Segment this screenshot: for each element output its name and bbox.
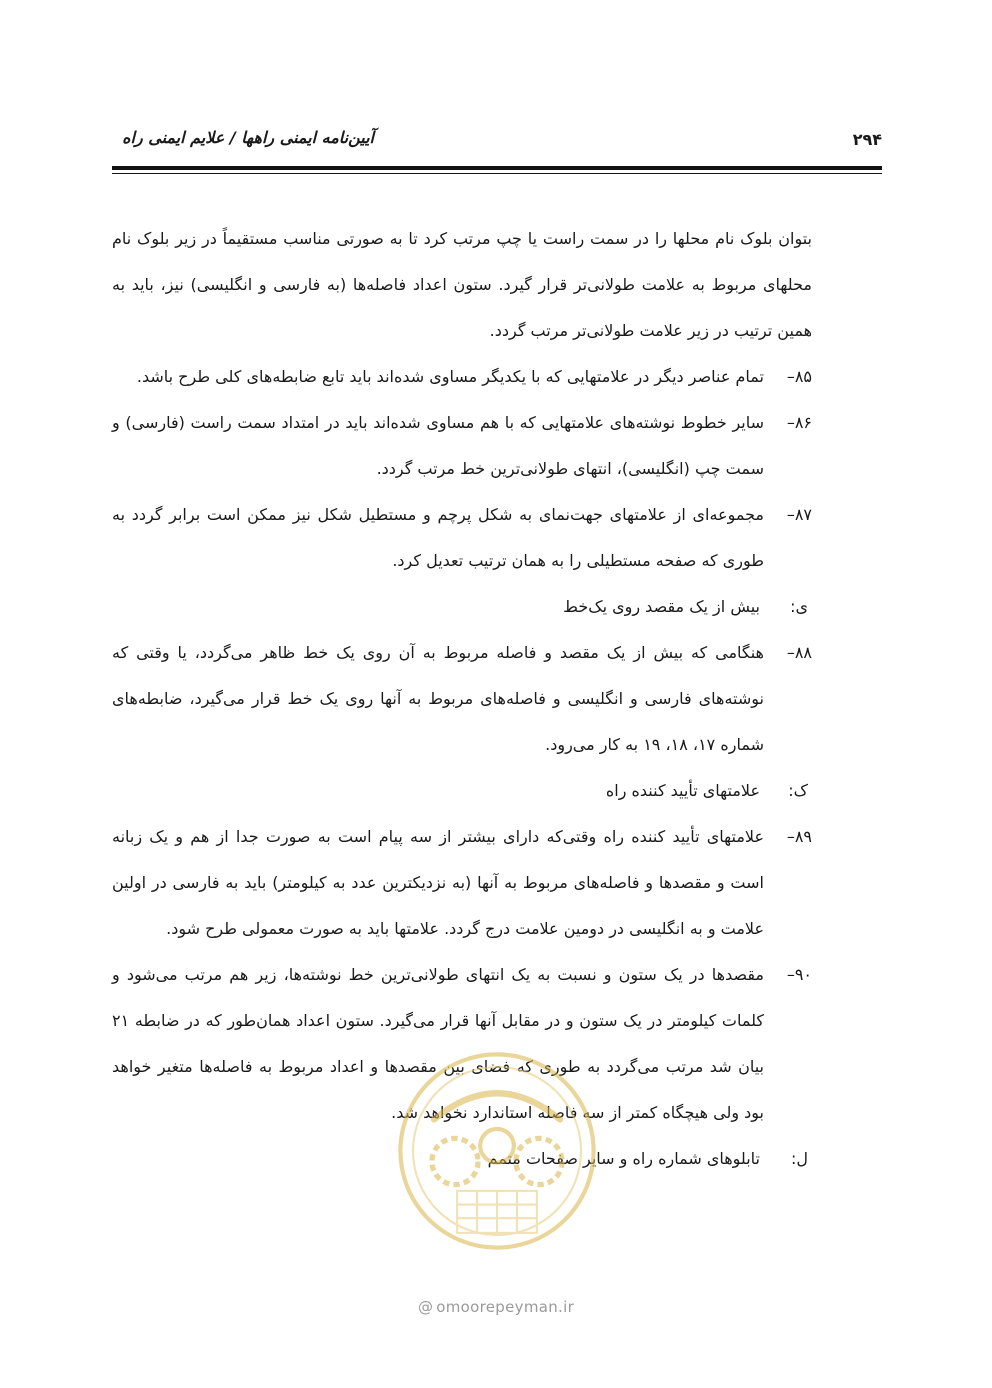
- page-header: [112, 128, 882, 154]
- clause-88: [112, 630, 812, 768]
- clause-89: [112, 814, 812, 952]
- clause-text: تمام عناصر دیگر در علامتهایی که با یکدیگر مساوی شده‌اند باید تابع ضابطه‌های کلی طرح باشد.: [136, 367, 764, 386]
- section-letter: ی:: [790, 597, 808, 616]
- header-rule-thin: [112, 173, 882, 174]
- section-letter: ک:: [788, 781, 808, 800]
- clause-text: علامتهای تأیید کننده راه وقتی‌که دارای بیشتر از سه پیام است به صورت جدا از هم و یک زبانه است و مقصدها و فاصله‌های مربوط به آنها (به نزدیکترین عدد به کیلومتر) باید به فارسی در اولین علامت و به انگلیسی در دومین علامت درج گردد. علامتها باید به صورت معمولی طرح شود.: [112, 827, 764, 938]
- clause-number: ۸۷–: [786, 505, 812, 524]
- clause-90: [112, 952, 812, 1136]
- clause-text: سایر خطوط نوشته‌های علامتهایی که با هم مساوی شده‌اند باید در امتداد سمت راست (فارسی) و سمت چپ (انگلیسی)، انتهای طولانی‌ترین خط مرتب گردد.: [112, 413, 764, 478]
- clause-86: [112, 400, 812, 492]
- clause-text: مقصدها در یک ستون و نسبت به یک انتهای طولانی‌ترین خط نوشته‌ها، زیر هم مرتب می‌شود و کلمات کیلومتر در یک ستون و در مقابل آنها قرار می‌گیرد. ستون اعداد همان‌طور که در ضابطه ۲۱ بیان شد مرتب می‌گردد به طوری که فضای بین مقصدها و اعداد مربوط به فاصله‌ها متغیر خواهد بود ولی هیچگاه کمتر از سه فاصله استاندارد نخواهد شد.: [112, 965, 764, 1122]
- section-heading-l: [112, 1136, 812, 1182]
- running-title: آیین‌نامه ایمنی راهها / علایم ایمنی راه: [122, 128, 374, 147]
- clause-text: هنگامی که بیش از یک مقصد و فاصله مربوط به آن روی یک خط ظاهر می‌گردد، یا وقتی که نوشته‌های فارسی و انگلیسی و فاصله‌های مربوط به آنها روی یک خط قرار می‌گیرد، ضابطه‌های شماره ۱۷، ۱۸، ۱۹ به کار می‌رود.: [112, 643, 764, 754]
- section-letter: ل:: [790, 1149, 808, 1168]
- clause-text: مجموعه‌ای از علامتهای جهت‌نمای به شکل پرچم و مستطیل شکل نیز ممکن است برابر گردد به طوری که صفحه مستطیلی را به همان ترتیب تعدیل کرد.: [112, 505, 764, 570]
- clause-number: ۸۶–: [786, 413, 812, 432]
- section-heading-k: [112, 768, 812, 814]
- section-title: تابلوهای شماره راه و سایر صفحات متمم: [487, 1149, 760, 1168]
- clause-87: [112, 492, 812, 584]
- clause-number: ۸۸–: [786, 643, 812, 662]
- clause-85: [112, 354, 812, 400]
- section-title: علامتهای تأیید کننده راه: [605, 781, 760, 800]
- header-rule-thick: [112, 166, 882, 170]
- at-sign-icon: @: [417, 1298, 434, 1316]
- page-number: ۲۹۴: [852, 130, 882, 149]
- section-heading-y: [112, 584, 812, 630]
- clause-number: ۹۰–: [786, 965, 812, 984]
- clause-number: ۸۵–: [786, 367, 812, 386]
- footer-url: [0, 1298, 992, 1316]
- clause-number: ۸۹–: [786, 827, 812, 846]
- section-title: بیش از یک مقصد روی یک‌خط: [563, 597, 760, 616]
- intro-paragraph: بتوان بلوک نام محلها را در سمت راست یا چپ مرتب کرد تا به صورتی مناسب مستقیماً در زیر بلوک نام محلهای مربوط به علامت طولانی‌تر قرار گیرد. ستون اعداد فاصله‌ها (به فارسی و انگلیسی) نیز، باید به همین ترتیب در زیر علامت طولانی‌تر مرتب گردد.: [112, 229, 812, 340]
- page-body: [112, 216, 812, 1182]
- footer-url-text: omoorepeyman.ir: [436, 1298, 575, 1316]
